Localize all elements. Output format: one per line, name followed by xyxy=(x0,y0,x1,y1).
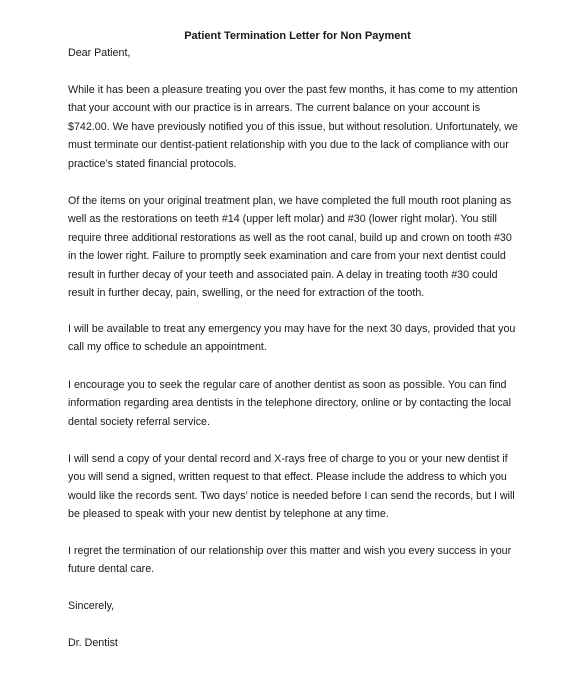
salutation: Dear Patient, xyxy=(68,47,131,59)
signature: Dr. Dentist xyxy=(68,637,118,649)
paragraph-seek-another-dentist: I encourage you to seek the regular care of another dentist as soon as possible. You can find information regarding area dentists in the telephone directory, online or by contacting the local dental society referral service. xyxy=(68,379,512,428)
paragraph-emergency-availability: I will be available to treat any emergency you may have for the next 30 days, provided that you call my office to schedule an appointment. xyxy=(68,323,516,354)
closing: Sincerely, xyxy=(68,600,115,612)
letter-title: Patient Termination Letter for Non Payment xyxy=(184,30,411,42)
paragraph-treatment-plan: Of the items on your original treatment plan, we have completed the full mouth root planing as well as the restorations on teeth #14 (upper left molar) and #30 (lower right molar). You still require three additional restorations as well as the root canal, build up and crown on tooth #30 in the lower right. Failure to promptly seek examination and care from your next dentist could result in further decay of your teeth and associated pain. A delay in treating tooth #30 could result in further decay, pain, swelling, or the need for extraction of the tooth. xyxy=(68,195,512,300)
paragraph-dental-records: I will send a copy of your dental record and X-rays free of charge to you or your new dentist if you will send a signed, written request to that effect. Please include the address to which you would like the records sent. Two days’ notice is needed before I can send the records, but I will be pleased to speak with your new dentist by telephone at any time. xyxy=(68,453,515,521)
paragraph-regret: I regret the termination of our relationship over this matter and wish you every success in your future dental care. xyxy=(68,545,512,576)
paragraph-account-arrears: While it has been a pleasure treating you over the past few months, it has come to my attention that your account with our practice is in arrears. The current balance on your account is $742.00. We have previously notified you of this issue, but without resolution. Unfortunately, we must terminate our dentist-patient relationship with you due to the lack of compliance with our practice’s stated financial protocols. xyxy=(68,84,518,170)
